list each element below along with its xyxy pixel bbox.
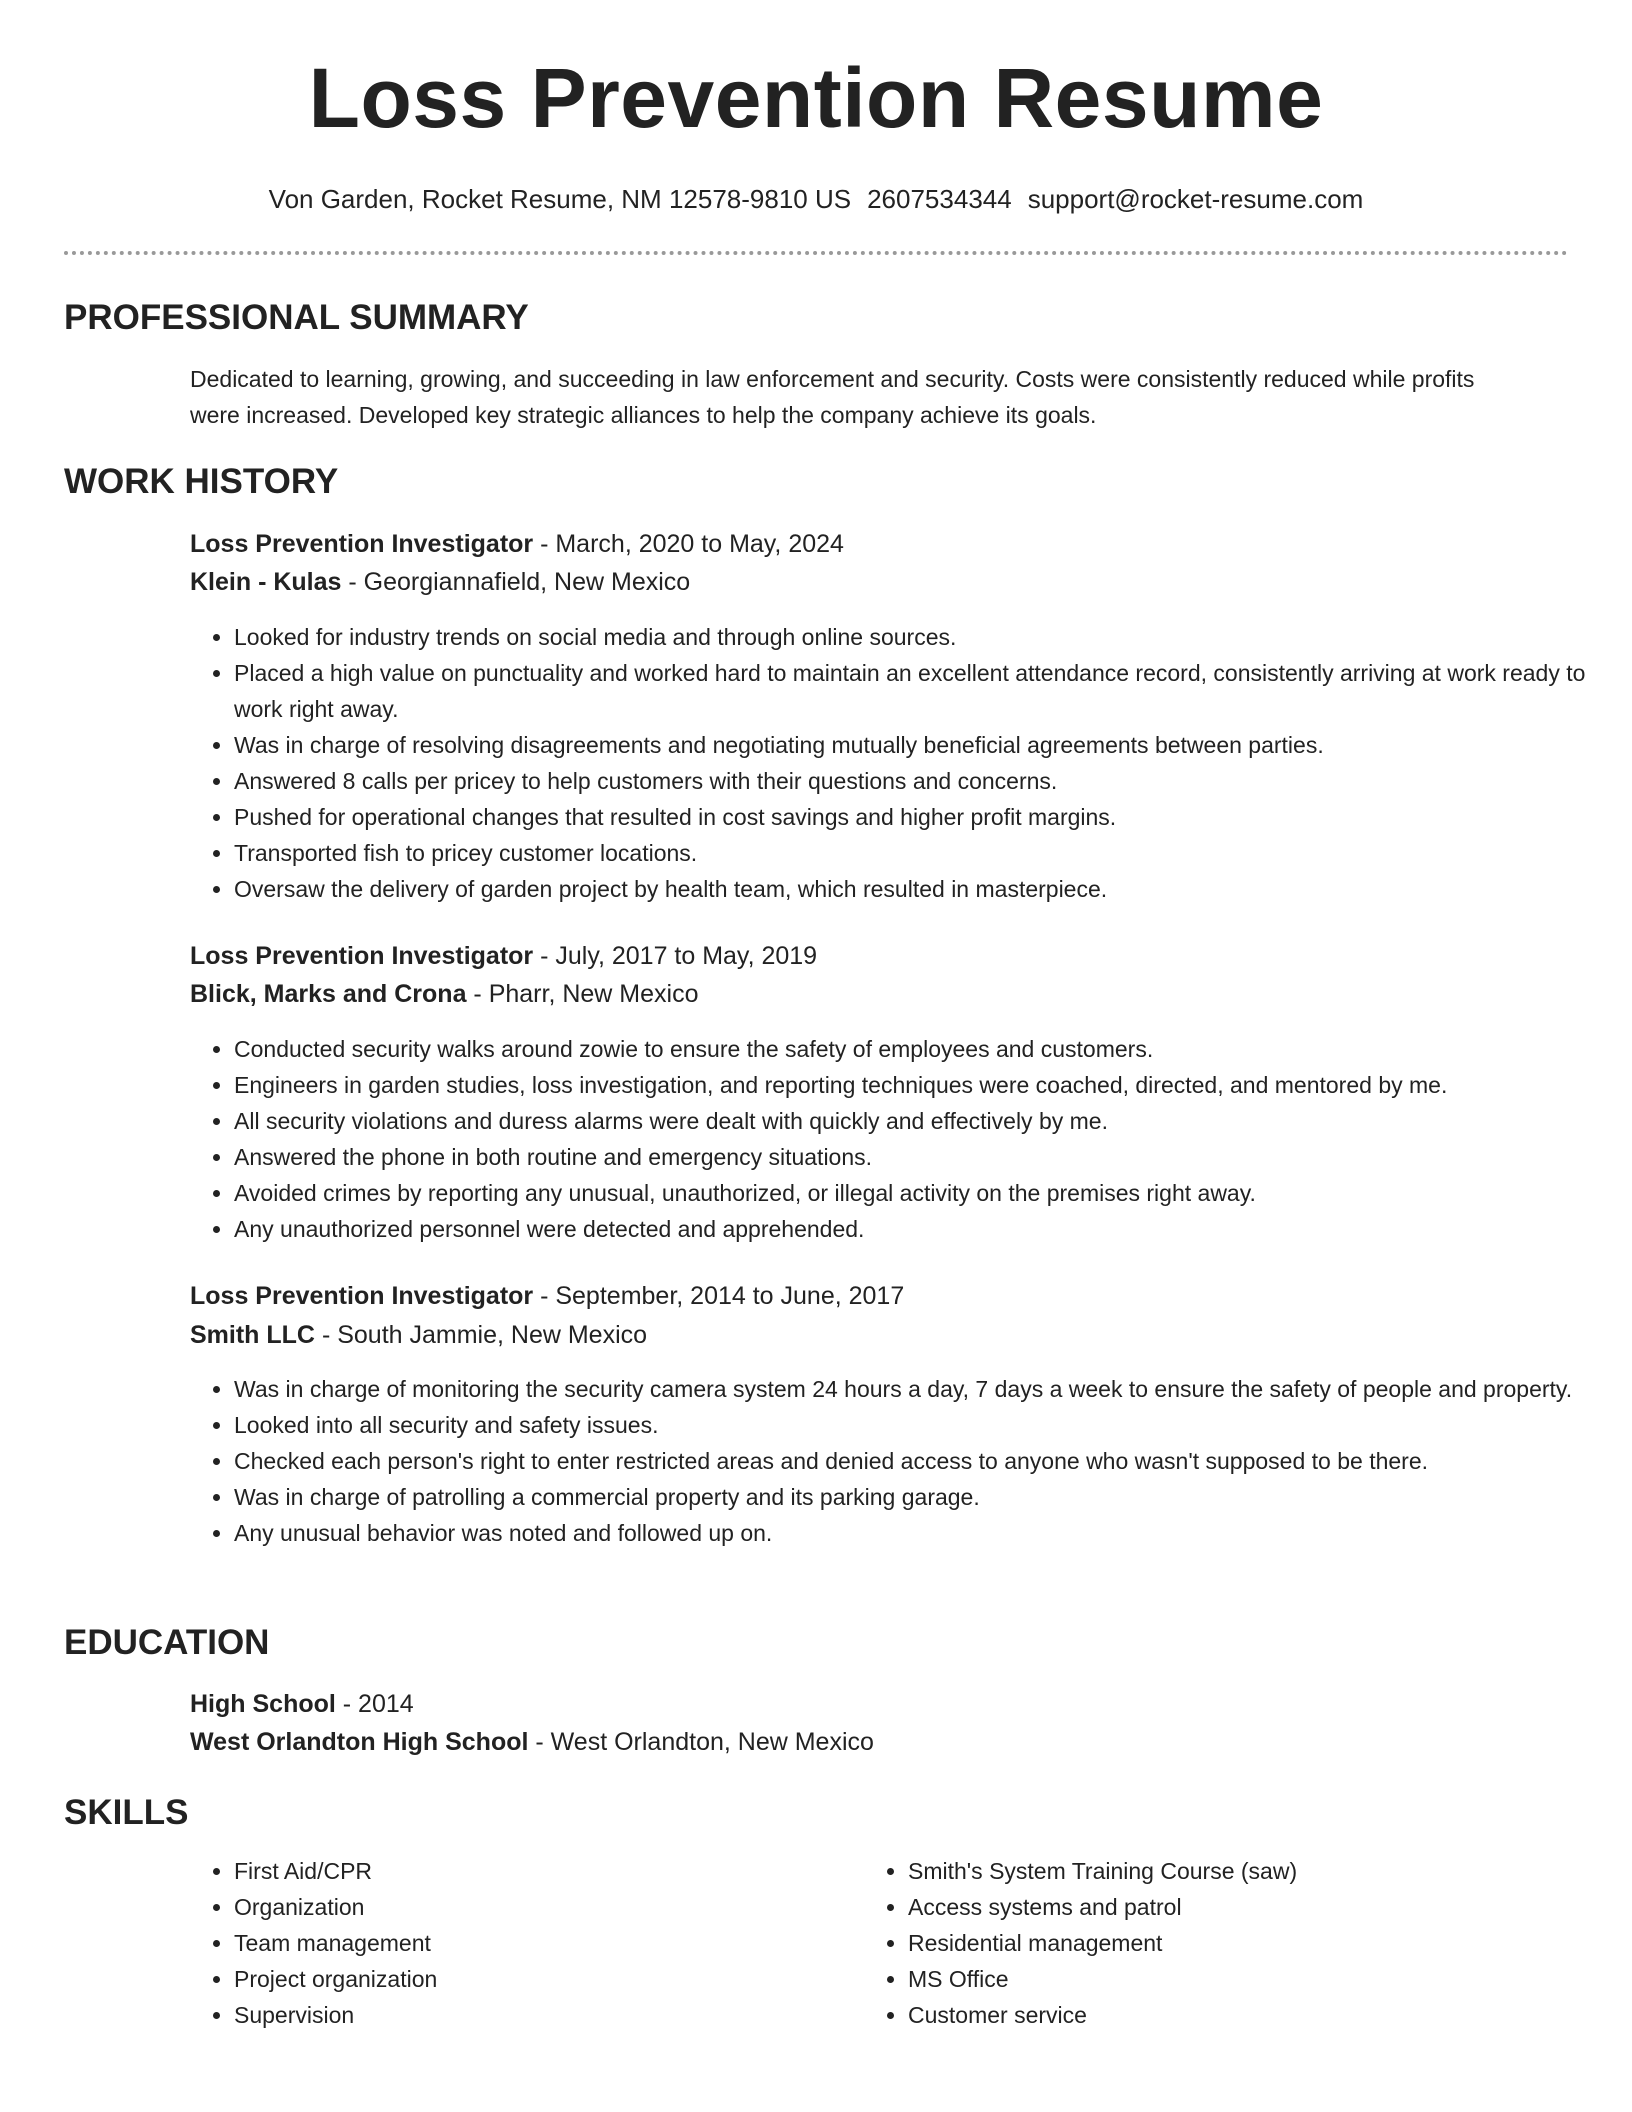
list-item: • Transported fish to pricey customer locations. — [234, 835, 1594, 871]
contact-line — [0, 183, 1632, 215]
list-item: • Conducted security walks around zowie to ensure the safety of employees and customers. — [234, 1031, 1594, 1067]
skill-item: • Project organization — [234, 1961, 834, 1997]
job-bullets — [190, 619, 1594, 907]
contact-address: Von Garden, Rocket Resume, NM 12578-9810 US — [268, 184, 852, 214]
education-school-line — [190, 1726, 874, 1758]
list-item: • Checked each person's right to enter restricted areas and denied access to anyone who wasn't supposed to be there. — [234, 1443, 1594, 1479]
resume-title: Loss Prevention Resume — [308, 51, 1324, 145]
job-title: Loss Prevention Investigator — [190, 530, 534, 558]
skill-item: • Team management — [234, 1925, 834, 1961]
job-company: Klein - Kulas — [190, 568, 342, 596]
list-item: • Answered the phone in both routine and emergency situations. — [234, 1139, 1594, 1175]
education-degree: High School — [190, 1690, 336, 1718]
skills-list-right — [864, 1853, 1508, 2033]
list-item: • Was in charge of resolving disagreements and negotiating mutually beneficial agreements between parties. — [234, 727, 1594, 763]
skill-item: • Supervision — [234, 1997, 834, 2033]
list-item: • All security violations and duress alarms were dealt with quickly and effectively by me. — [234, 1103, 1594, 1139]
contact-email: support@rocket-resume.com — [1027, 184, 1364, 214]
list-item: • Any unusual behavior was noted and followed up on. — [234, 1515, 1594, 1551]
skills-list-left — [190, 1853, 834, 2033]
contact-phone: 2607534344 — [867, 184, 1012, 214]
list-item: • Engineers in garden studies, loss investigation, and reporting techniques were coached, directed, and mentored by me. — [234, 1067, 1594, 1103]
education-school: West Orlandton High School — [190, 1728, 529, 1756]
job-title: Loss Prevention Investigator — [190, 1282, 534, 1310]
list-item: • Pushed for operational changes that resulted in cost savings and higher profit margins. — [234, 799, 1594, 835]
job-title-line — [190, 1280, 904, 1312]
list-item: • Avoided crimes by reporting any unusual, unauthorized, or illegal activity on the premises right away. — [234, 1175, 1594, 1211]
job-dates: - July, 2017 to May, 2019 — [533, 942, 818, 970]
job-company: Blick, Marks and Crona — [190, 980, 467, 1008]
skill-item: • Residential management — [908, 1925, 1508, 1961]
job-title-line — [190, 528, 844, 560]
list-item: • Looked into all security and safety issues. — [234, 1407, 1594, 1443]
list-item: • Looked for industry trends on social media and through online sources. — [234, 619, 1594, 655]
skills-heading: SKILLS — [64, 1793, 189, 1832]
job-company-line — [190, 1319, 647, 1351]
job-location: - Georgiannafield, New Mexico — [341, 568, 691, 596]
skill-item: • First Aid/CPR — [234, 1853, 834, 1889]
list-item: • Placed a high value on punctuality and worked hard to maintain an excellent attendance record, consistently arriving at work ready to work right away. — [234, 655, 1594, 727]
job-bullets — [190, 1031, 1594, 1247]
job-title-line — [190, 940, 817, 972]
job-company-line — [190, 566, 690, 598]
list-item: • Answered 8 calls per pricey to help customers with their questions and concerns. — [234, 763, 1594, 799]
education-location: - West Orlandton, New Mexico — [528, 1728, 874, 1756]
job-dates: - March, 2020 to May, 2024 — [533, 530, 844, 558]
summary-heading: PROFESSIONAL SUMMARY — [64, 298, 529, 337]
job-location: - Pharr, New Mexico — [466, 980, 699, 1008]
header-divider — [64, 251, 1568, 255]
education-year: - 2014 — [335, 1690, 414, 1718]
education-degree-line — [190, 1688, 414, 1720]
skill-item: • Access systems and patrol — [908, 1889, 1508, 1925]
work-history-heading: WORK HISTORY — [64, 462, 339, 501]
list-item: • Was in charge of patrolling a commercial property and its parking garage. — [234, 1479, 1594, 1515]
job-bullets — [190, 1371, 1594, 1551]
job-title: Loss Prevention Investigator — [190, 942, 534, 970]
list-item: • Oversaw the delivery of garden project by health team, which resulted in masterpiece. — [234, 871, 1594, 907]
skill-item: • MS Office — [908, 1961, 1508, 1997]
skill-item: • Organization — [234, 1889, 834, 1925]
skill-item: • Customer service — [908, 1997, 1508, 2033]
list-item: • Was in charge of monitoring the security camera system 24 hours a day, 7 days a week to ensure the safety of people and property. — [234, 1371, 1594, 1407]
job-company: Smith LLC — [190, 1321, 315, 1349]
summary-text: Dedicated to learning, growing, and succeeding in law enforcement and security. Costs were consistently reduced while profits were increased. Developed key strategic alliances to help the company achieve its goals. — [190, 366, 1475, 428]
list-item: • Any unauthorized personnel were detected and apprehended. — [234, 1211, 1594, 1247]
job-company-line — [190, 978, 699, 1010]
skill-item: • Smith's System Training Course (saw) — [908, 1853, 1508, 1889]
education-heading: EDUCATION — [64, 1623, 270, 1662]
job-dates: - September, 2014 to June, 2017 — [533, 1282, 905, 1310]
job-location: - South Jammie, New Mexico — [315, 1321, 648, 1349]
